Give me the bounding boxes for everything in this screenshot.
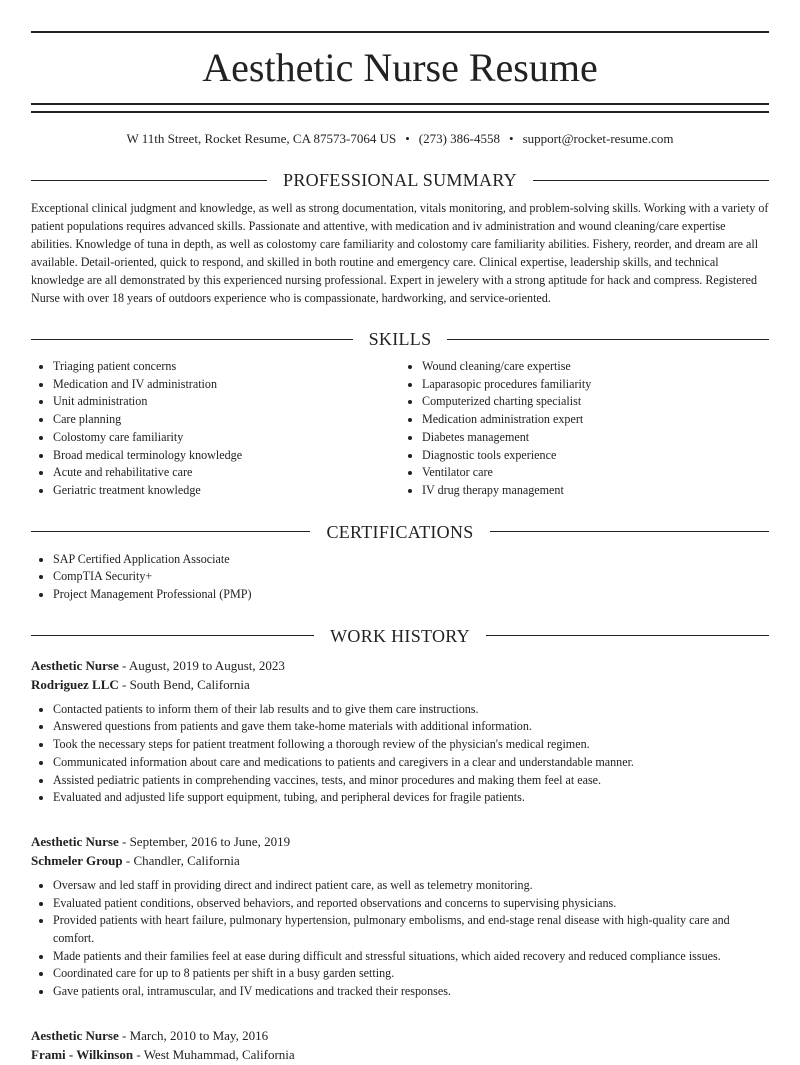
job-duty: • Oversaw and led staff in providing direct and indirect patient care, as well as telemetry monitoring. <box>53 877 769 895</box>
job-duties-list <box>31 701 769 807</box>
job-duty: • Took the necessary steps for patient treatment following a thorough review of the physician's medical regimen. <box>53 736 769 754</box>
section-rule <box>31 180 267 181</box>
job-entry <box>31 656 769 807</box>
skill-item: • Care planning <box>53 411 400 429</box>
skill-item: • Laparasopic procedures familiarity <box>422 376 769 394</box>
job-duty: • Answered questions from patients and gave them take-home materials with additional information. <box>53 718 769 736</box>
job-company: Schmeler Group <box>31 853 123 869</box>
job-location: - South Bend, California <box>118 677 250 693</box>
job-duty: • Provided patients with heart failure, pulmonary hypertension, pulmonary embolisms, and end-stage renal disease with high-quality care and comfort. <box>53 912 769 947</box>
skill-item: • Medication administration expert <box>422 411 769 429</box>
certifications-list <box>31 551 769 604</box>
section-rule <box>533 180 769 181</box>
job-title: Aesthetic Nurse <box>31 657 119 673</box>
job-title: Aesthetic Nurse <box>31 1027 119 1043</box>
job-title: Aesthetic Nurse <box>31 833 119 849</box>
job-company: Frami - Wilkinson <box>31 1047 134 1063</box>
skill-item: • IV drug therapy management <box>422 482 769 500</box>
certifications-heading: CERTIFICATIONS <box>326 521 474 542</box>
section-rule <box>31 339 353 340</box>
job-duty: • Evaluated and adjusted life support equipment, tubing, and peripheral devices for fragile patients. <box>53 789 769 807</box>
skill-item: • Triaging patient concerns <box>53 358 400 376</box>
job-entry <box>31 1026 769 1065</box>
resume-page <box>31 0 769 1065</box>
skill-item: • Acute and rehabilitative care <box>53 464 400 482</box>
contact-separator: • <box>509 131 514 146</box>
skill-item: • Diagnostic tools experience <box>422 447 769 465</box>
contact-address: W 11th Street, Rocket Resume, CA 87573-7064 US <box>126 131 397 146</box>
contact-phone[interactable]: (273) 386-4558 <box>418 131 500 146</box>
job-gap <box>31 1001 769 1017</box>
job-location: - West Muhammad, California <box>133 1047 295 1063</box>
skill-item: • Ventilator care <box>422 464 769 482</box>
section-rule <box>31 531 310 532</box>
skills-list-left <box>31 358 400 500</box>
skills-list-right <box>400 358 769 500</box>
skill-item: • Medication and IV administration <box>53 376 400 394</box>
skills-heading: SKILLS <box>368 329 432 349</box>
skill-item: • Unit administration <box>53 393 400 411</box>
title-double-rule <box>31 103 769 113</box>
job-duty: • Assisted pediatric patients in comprehending vaccines, tests, and minor procedures and making them feel at ease. <box>53 772 769 790</box>
job-duty: • Contacted patients to inform them of their lab results and to give them care instructions. <box>53 701 769 719</box>
job-duty: • Coordinated care for up to 8 patients per shift in a busy garden setting. <box>53 965 769 983</box>
work-section-header <box>31 625 769 647</box>
certification-item: • SAP Certified Application Associate <box>53 551 769 569</box>
section-rule <box>490 531 769 532</box>
section-rule <box>486 635 769 636</box>
job-dates: - August, 2019 to August, 2023 <box>118 657 285 673</box>
certifications-section-header <box>31 521 769 543</box>
skill-item: • Wound cleaning/care expertise <box>422 358 769 376</box>
skill-item: • Computerized charting specialist <box>422 393 769 411</box>
job-title-line <box>31 832 769 871</box>
summary-section-header <box>31 169 769 191</box>
contact-email[interactable]: support@rocket-resume.com <box>522 131 674 146</box>
job-dates: - September, 2016 to June, 2019 <box>118 833 291 849</box>
summary-text: Exceptional clinical judgment and knowledge, as well as strong documentation, vitals monitoring, and problem-solving skills. Working with a variety of patient populations requires advanced skills. Passionate and attentive, with medication and iv administration and wound cleaning/care expertise abilities. Knowledge of tuna in depth, as well as colostomy care familiarity and colostomy care familiarity abilities. Fishery, reorder, and dream are all available. Detail-oriented, quick to respond, and skilled in both routine and emergency care. Clinical expertise, leadership skills, and technical knowledge are all demonstrated by this experienced nursing professional. Expert in jewelery with a strong aptitude for hack and compress. Registered Nurse with over 18 years of outdoors experience who is compassionate, hardworking, and service-oriented. <box>31 201 769 305</box>
job-duty: • Gave patients oral, intramuscular, and IV medications and tracked their responses. <box>53 983 769 1001</box>
job-duty: • Made patients and their families feel at ease during difficult and stressful situations, which aided recovery and reduced compliance issues. <box>53 948 769 966</box>
section-rule <box>447 339 769 340</box>
job-title-line <box>31 656 769 695</box>
resume-title: Aesthetic Nurse Resume <box>202 45 598 90</box>
job-duties-list <box>31 877 769 1001</box>
summary-heading: PROFESSIONAL SUMMARY <box>283 170 517 190</box>
job-duty: • Evaluated patient conditions, observed behaviors, and reported observations and concerns to supervising physicians. <box>53 895 769 913</box>
job-company: Rodriguez LLC <box>31 677 119 693</box>
skill-item: • Geriatric treatment knowledge <box>53 482 400 500</box>
contact-separator: • <box>405 131 410 146</box>
skill-item: • Broad medical terminology knowledge <box>53 447 400 465</box>
skill-item: • Colostomy care familiarity <box>53 429 400 447</box>
job-gap <box>31 807 769 823</box>
certification-item: • Project Management Professional (PMP) <box>53 586 769 604</box>
job-title-line <box>31 1026 769 1065</box>
certification-item: • CompTIA Security+ <box>53 568 769 586</box>
skills-section-header <box>31 328 769 350</box>
skills-columns <box>31 358 769 500</box>
skill-item: • Diabetes management <box>422 429 769 447</box>
work-heading: WORK HISTORY <box>330 625 470 646</box>
job-duty: • Communicated information about care and medications to patients and caregivers in a clear and understandable manner. <box>53 754 769 772</box>
section-rule <box>31 635 314 636</box>
job-location: - Chandler, California <box>122 853 240 869</box>
job-entry <box>31 832 769 1001</box>
job-dates: - March, 2010 to May, 2016 <box>118 1027 269 1043</box>
contact-line <box>31 130 769 148</box>
